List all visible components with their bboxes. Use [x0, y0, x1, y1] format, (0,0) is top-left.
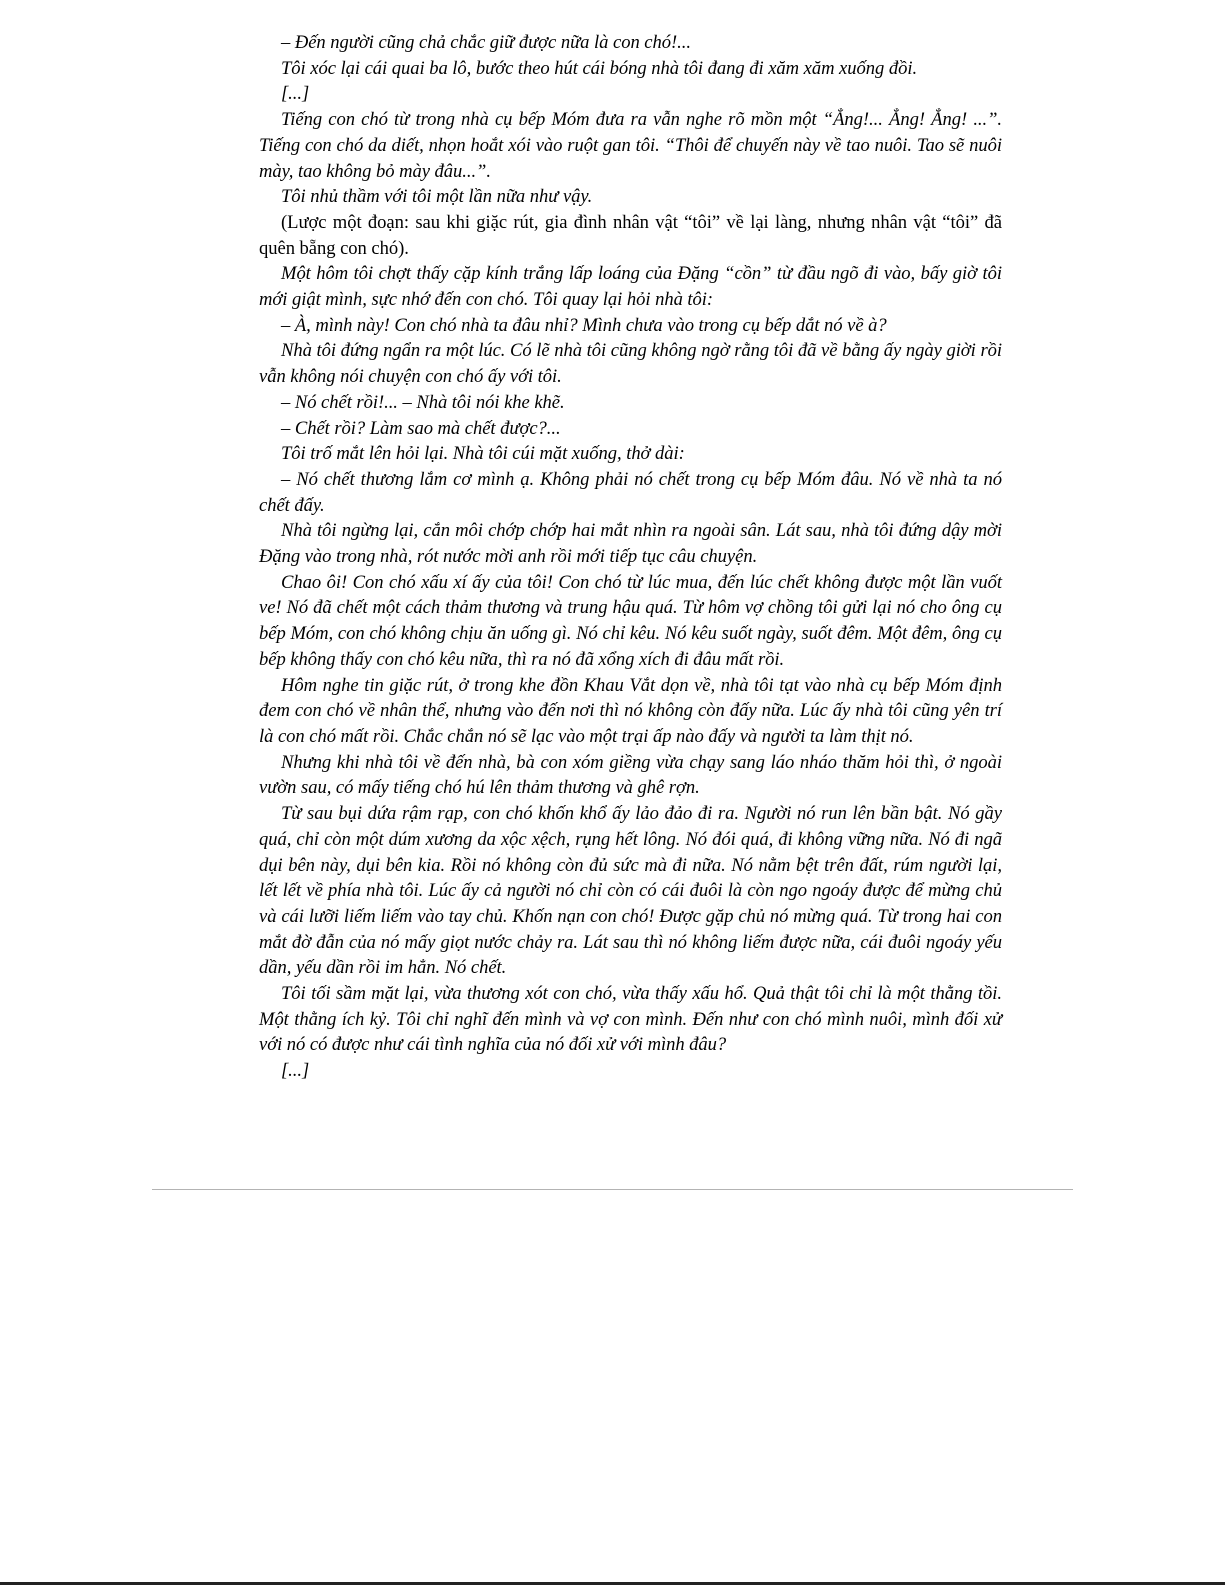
paragraph-narration: Tôi trố mắt lên hỏi lại. Nhà tôi cúi mặt xuống, thở dài: [281, 443, 685, 465]
paragraph-dialogue: – Đến người cũng chả chắc giữ được nữa là con chó!... [281, 32, 691, 53]
paragraph-dialogue: – À, mình này! Con chó nhà ta đâu nhỉ? Mình chưa vào trong cụ bếp dắt nó về à? [281, 314, 887, 336]
paragraph-dialogue: – Nó chết thương lắm cơ mình ạ. Không phải nó chết trong cụ bếp Móm đâu. Nó về nhà ta nó chết đấy. [259, 468, 1002, 516]
page-divider [152, 1189, 1073, 1190]
paragraph-narration: Tôi tối sầm mặt lại, vừa thương xót con chó, vừa thấy xấu hổ. Quả thật tôi chỉ là một thằng tồi. Một thằng ích kỷ. Tôi chỉ nghĩ đến mình và vợ con mình. Đến như con chó mình nuôi, mình đối xử với nó có được như cái tình nghĩa của nó đối xử với mình đâu? [259, 983, 1002, 1056]
paragraph-narration: Từ sau bụi dứa rậm rạp, con chó khốn khổ ấy lảo đảo đi ra. Người nó run lên bần bật. Nó gầy quá, chỉ còn một dúm xương da xộc xệch, rụng hết lông. Nó đói quá, đi không vững nữa. Nó đi ngã dụi bên này, dụi bên kia. Rồi nó không còn đủ sức mà đi nữa. Nó nằm bệt trên đất, rúm người lại, lết lết về phía nhà tôi. Lúc ấy cả người nó chỉ còn có cái đuôi là còn ngo ngoáy được để mừng chủ và cái lưỡi liếm liếm vào tay chủ. Khốn nạn con chó! Được gặp chủ nó mừng quá. Từ trong hai con mắt đờ đẫn của nó mấy giọt nước chảy ra. Lát sau thì nó không liếm được nữa, cái đuôi ngoáy yếu dần, yếu dần rồi im hẳn. Nó chết. [259, 803, 1002, 979]
paragraph-narration: Tôi xóc lại cái quai ba lô, bước theo hút cái bóng nhà tôi đang đi xăm xăm xuống đồi. [281, 57, 918, 79]
paragraph-narration: Nhà tôi ngừng lại, cắn môi chớp chớp hai mắt nhìn ra ngoài sân. Lát sau, nhà tôi đứng dậy mời Đặng vào trong nhà, rót nước mời anh rồi mới tiếp tục câu chuyện. [259, 520, 1002, 568]
paragraph-narration: Tiếng con chó từ trong nhà cụ bếp Móm đưa ra vẫn nghe rõ mồn một “Ẳng!... Ẳng! Ẳng! ...”. Tiếng con chó da diết, nhọn hoắt xói vào ruột gan tôi. “Thôi để chuyến này về tao nuôi. Tao sẽ nuôi mày, tao không bỏ mày đâu...”. [259, 109, 1002, 182]
paragraph-narration: Hôm nghe tin giặc rút, ở trong khe đồn Khau Vắt dọn về, nhà tôi tạt vào nhà cụ bếp Móm định đem con chó về nhân thể, nhưng vào đến nơi thì nó không còn đấy nữa. Lúc ấy nhà tôi cũng yên trí là con chó mất rồi. Chắc chắn nó sẽ lạc vào một trại ấp nào đấy và người ta làm thịt nó. [259, 674, 1002, 747]
paragraph-narration: Một hôm tôi chợt thấy cặp kính trắng lấp loáng của Đặng “cồn” từ đầu ngõ đi vào, bấy giờ tôi mới giật mình, sực nhớ đến con chó. Tôi quay lại hỏi nhà tôi: [259, 263, 1002, 311]
paragraph-editor-note: (Lược một đoạn: sau khi giặc rút, gia đình nhân vật “tôi” về lại làng, nhưng nhân vật “tôi” đã quên bẵng con chó). [259, 211, 1002, 259]
paragraph-ellipsis: [...] [281, 1060, 310, 1082]
paragraph-narration: Chao ôi! Con chó xấu xí ấy của tôi! Con chó từ lúc mua, đến lúc chết không được một lần vuốt ve! Nó đã chết một cách thảm thương và trung hậu quá. Từ hôm vợ chồng tôi gửi lại nó cho ông cụ bếp Móm, con chó không chịu ăn uống gì. Nó chỉ kêu. Nó kêu suốt ngày, suốt đêm. Một đêm, ông cụ bếp không thấy con chó kêu nữa, thì ra nó đã xổng xích đi đâu mất rồi. [259, 571, 1002, 670]
document-page [259, 30, 1002, 1084]
paragraph-dialogue: – Nó chết rồi!... – Nhà tôi nói khe khẽ. [281, 391, 565, 413]
paragraph-narration: Nhà tôi đứng ngẩn ra một lúc. Có lẽ nhà tôi cũng không ngờ rằng tôi đã về bằng ấy ngày giời rồi vẫn không nói chuyện con chó ấy với tôi. [259, 340, 1002, 388]
paragraph-ellipsis: [...] [281, 83, 310, 105]
paragraph-narration: Nhưng khi nhà tôi về đến nhà, bà con xóm giềng vừa chạy sang láo nháo thăm hỏi thì, ở ngoài vườn sau, có mấy tiếng chó hú lên thảm thương và ghê rợn. [259, 751, 1002, 799]
paragraph-dialogue: – Chết rồi? Làm sao mà chết được?... [281, 417, 561, 439]
paragraph-narration: Tôi nhủ thầm với tôi một lần nữa như vậy. [281, 186, 593, 208]
